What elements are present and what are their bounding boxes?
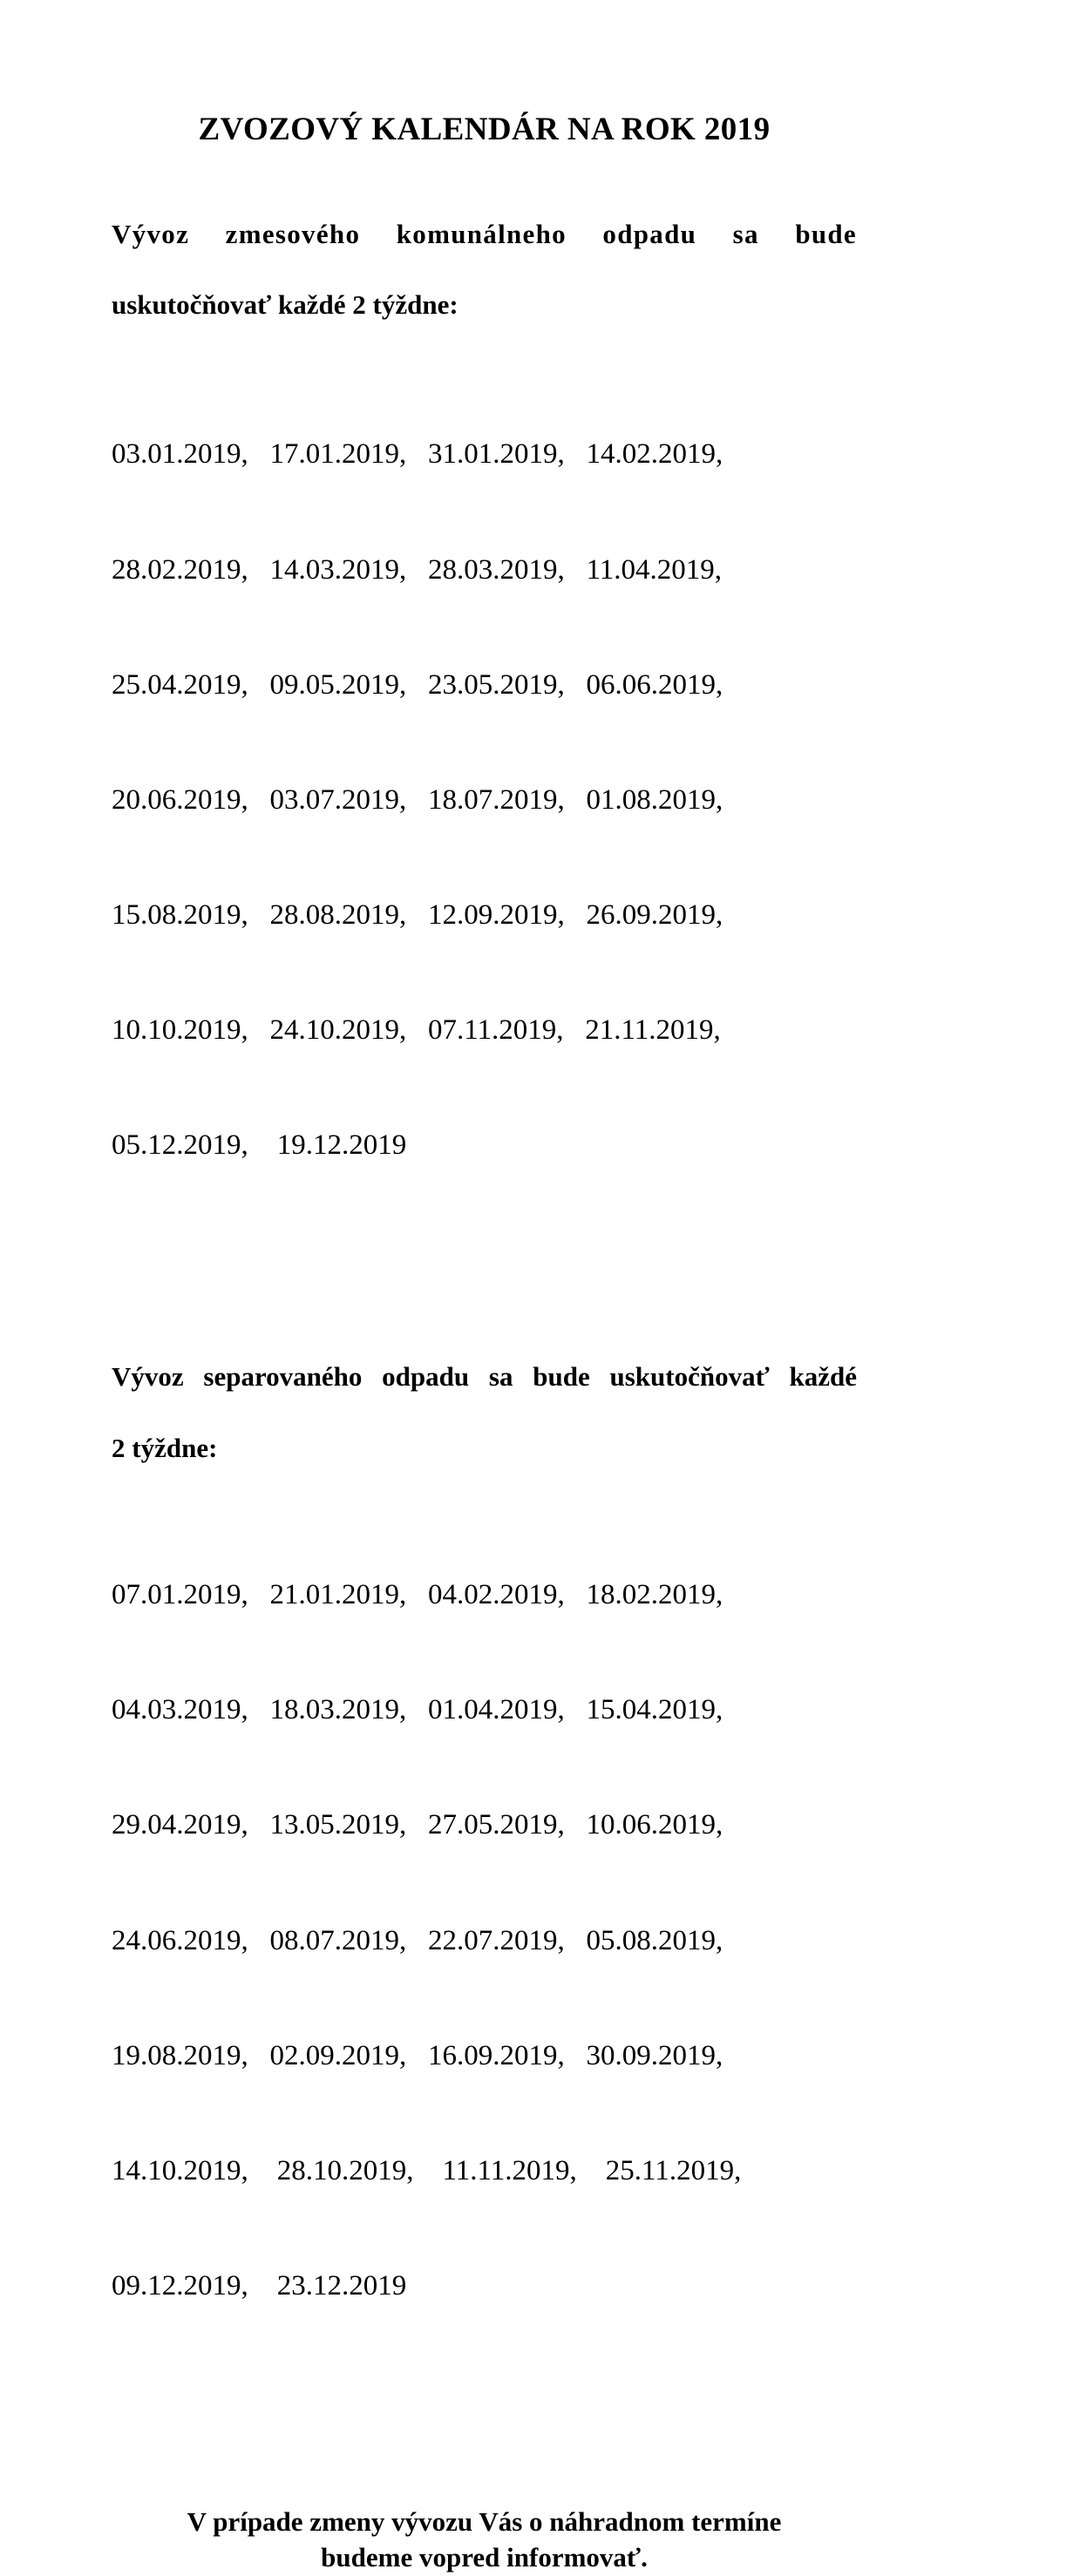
heading-dates-gap	[112, 323, 857, 358]
date-row: 03.01.2019, 17.01.2019, 31.01.2019, 14.02.2019,	[112, 438, 723, 471]
municipal-waste-heading	[112, 217, 857, 324]
closing-note-line-2: budeme vopred informovať.	[321, 2542, 648, 2573]
date-row: 07.01.2019, 21.01.2019, 04.02.2019, 18.02.2019,	[112, 1579, 723, 1611]
municipal-waste-heading-line-1: Vývoz zmesového komunálneho odpadu sa bude	[112, 218, 857, 249]
date-row: 20.06.2019, 03.07.2019, 18.07.2019, 01.08.2019,	[112, 783, 723, 816]
closing-note	[112, 2504, 857, 2575]
closing-gap	[112, 2382, 857, 2504]
separated-waste-heading-line-2: 2 týždne:	[112, 1433, 218, 1464]
date-row: 09.12.2019, 23.12.2019	[112, 2270, 407, 2301]
date-row: 05.12.2019, 19.12.2019	[112, 1129, 407, 1162]
closing-note-line-1: V prípade zmeny vývozu Vás o náhradnom termíne	[187, 2506, 782, 2538]
date-row: 25.04.2019, 09.05.2019, 23.05.2019, 06.06.2019,	[112, 668, 723, 701]
date-row: 04.03.2019, 18.03.2019, 01.04.2019, 15.04.2019,	[112, 1694, 723, 1726]
date-row: 29.04.2019, 13.05.2019, 27.05.2019, 10.06.2019,	[112, 1809, 723, 1841]
page-title: ZVOZOVÝ KALENDÁR NA ROK 2019	[198, 112, 771, 147]
date-row: 15.08.2019, 28.08.2019, 12.09.2019, 26.09.2019,	[112, 898, 723, 931]
date-row: 10.10.2019, 24.10.2019, 07.11.2019, 21.11.2019,	[112, 1014, 721, 1047]
section-separated-waste	[112, 1359, 857, 2382]
section-municipal-waste	[112, 217, 857, 1242]
date-row: 24.06.2019, 08.07.2019, 22.07.2019, 05.08.2019,	[112, 1924, 723, 1956]
heading-dates-gap	[112, 1467, 857, 1499]
municipal-waste-date-list	[112, 358, 857, 1241]
separated-waste-date-list	[112, 1499, 857, 2382]
document-content	[112, 0, 857, 2576]
separated-waste-heading-line-1: Vývoz separovaného odpadu sa bude uskutočňovať každé	[112, 1361, 857, 1393]
date-row: 19.08.2019, 02.09.2019, 16.09.2019, 30.09.2019,	[112, 2039, 723, 2071]
separated-waste-heading	[112, 1359, 857, 1467]
title-spacer	[112, 149, 857, 217]
section-gap	[112, 1241, 857, 1359]
municipal-waste-heading-line-2: uskutočňovať každé 2 týždne:	[112, 289, 458, 321]
date-row: 14.10.2019, 28.10.2019, 11.11.2019, 25.11.2019,	[112, 2154, 742, 2186]
date-row: 28.02.2019, 14.03.2019, 28.03.2019, 11.04.2019,	[112, 553, 723, 586]
